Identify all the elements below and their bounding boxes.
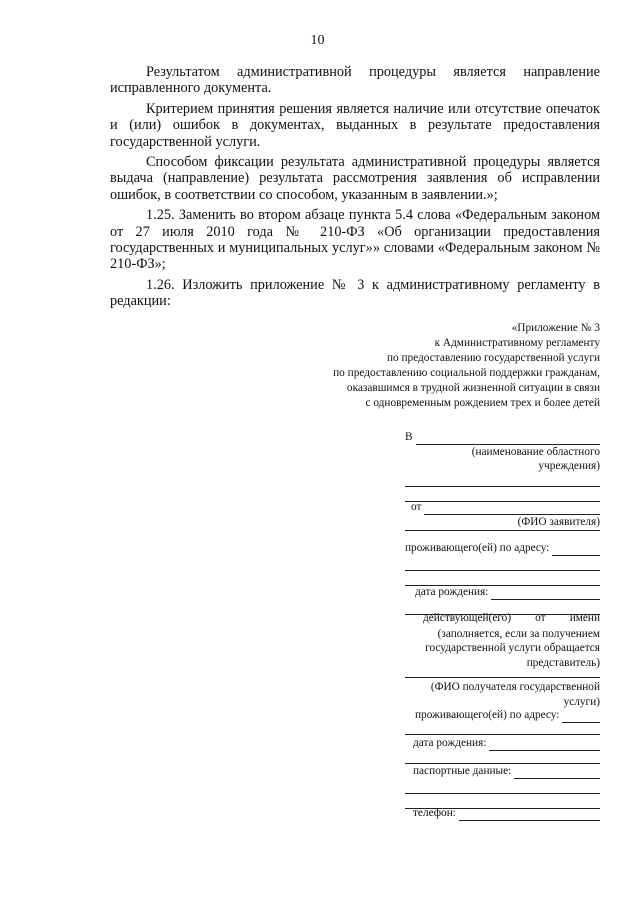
phone-field[interactable] xyxy=(459,809,600,821)
form-to-block xyxy=(405,430,600,474)
paragraph-item-1-25: 1.25. Заменить во втором абзаце пункта 5.4 слова «Федеральным законом от 27 июля 2010 года № 210-ФЗ «Об организации предоставления государственных и муниципальных услуг»» словами «Федеральным законом № 210-ФЗ»; xyxy=(110,207,600,273)
residing-field[interactable] xyxy=(552,544,600,556)
applicant-caption: (ФИО заявителя) xyxy=(517,515,600,528)
passport-field[interactable] xyxy=(514,767,600,779)
paragraph-fixation: Способом фиксации результата административной процедуры является выдача (направление) результата рассмотрения заявления об исправлении ошибок, в соответствии со способом, указанным в заявлении.»; xyxy=(110,154,600,203)
birth-row xyxy=(405,585,600,600)
blank-line[interactable] xyxy=(405,530,600,531)
birth-block-2 xyxy=(405,736,600,764)
appendix-line: по предоставлению государственной услуги xyxy=(386,352,600,364)
appendix-line: по предоставлению социальной поддержки гражданам, xyxy=(333,367,600,379)
phone-row xyxy=(405,806,600,821)
acting-on-behalf: действующей(его) от имени xyxy=(423,612,600,624)
appendix-line: с одновременным рождением трех и более детей xyxy=(365,397,600,409)
representative-block xyxy=(405,611,600,670)
appendix-line: «Приложение № 3 xyxy=(511,322,600,334)
from-row xyxy=(405,500,600,515)
residing-block xyxy=(405,541,600,586)
birth-date-field[interactable] xyxy=(491,588,600,600)
residing-block-2 xyxy=(405,708,600,723)
phone-block xyxy=(405,806,600,821)
birth-row-2 xyxy=(405,736,600,751)
applicant-extra xyxy=(405,530,600,531)
blank-line[interactable] xyxy=(405,486,600,487)
passport-block xyxy=(405,764,600,809)
blank-line[interactable] xyxy=(405,793,600,794)
blank-line[interactable] xyxy=(405,570,600,571)
blank-lines-2 xyxy=(405,734,600,735)
institution-caption: (наименование областного учреждения) xyxy=(471,445,600,472)
appendix-line: к Административному регламенту xyxy=(434,337,600,349)
applicant-field[interactable] xyxy=(424,503,600,515)
appendix-line: оказавшимся в трудной жизненной ситуации в связи xyxy=(346,382,600,394)
residing-field-2[interactable] xyxy=(562,711,600,723)
to-row xyxy=(405,430,600,445)
residing-row-2 xyxy=(415,708,600,723)
body-text xyxy=(110,64,600,314)
residing-row xyxy=(405,541,600,556)
passport-row xyxy=(405,764,600,779)
appendix-header xyxy=(300,321,600,411)
phone-label: телефон: xyxy=(413,807,456,819)
to-prefix: В xyxy=(405,431,413,443)
birth-date-label-2: дата рождения: xyxy=(413,737,487,749)
paragraph-result: Результатом административной процедуры является направление исправленного документа. xyxy=(110,64,600,97)
recipient-field[interactable] xyxy=(405,677,600,678)
paragraph-item-1-26: 1.26. Изложить приложение № 3 к административному регламенту в редакции: xyxy=(110,276,600,310)
form-from-block xyxy=(405,500,600,529)
residing-label: проживающего(ей) по адресу: xyxy=(405,542,550,554)
recipient-caption: (ФИО получателя государственной услуги) xyxy=(430,681,600,708)
residing-label-2: проживающего(ей) по адресу: xyxy=(415,709,560,721)
representative-note: (заполняется, если за получением государственной услуги обращается представитель) xyxy=(425,627,600,669)
blank-line[interactable] xyxy=(405,734,600,735)
passport-label: паспортные данные: xyxy=(413,765,512,777)
paragraph-criterion: Критерием принятия решения является наличие или отсутствие опечаток и (или) ошибок в документах, выданных в результате предоставления государственной услуги. xyxy=(110,100,600,150)
birth-date-label: дата рождения: xyxy=(415,586,489,598)
from-prefix: от xyxy=(411,501,422,513)
page-number: 10 xyxy=(310,33,325,48)
recipient-block xyxy=(405,677,600,709)
birth-date-field-2[interactable] xyxy=(489,739,600,751)
institution-field[interactable] xyxy=(416,433,600,445)
